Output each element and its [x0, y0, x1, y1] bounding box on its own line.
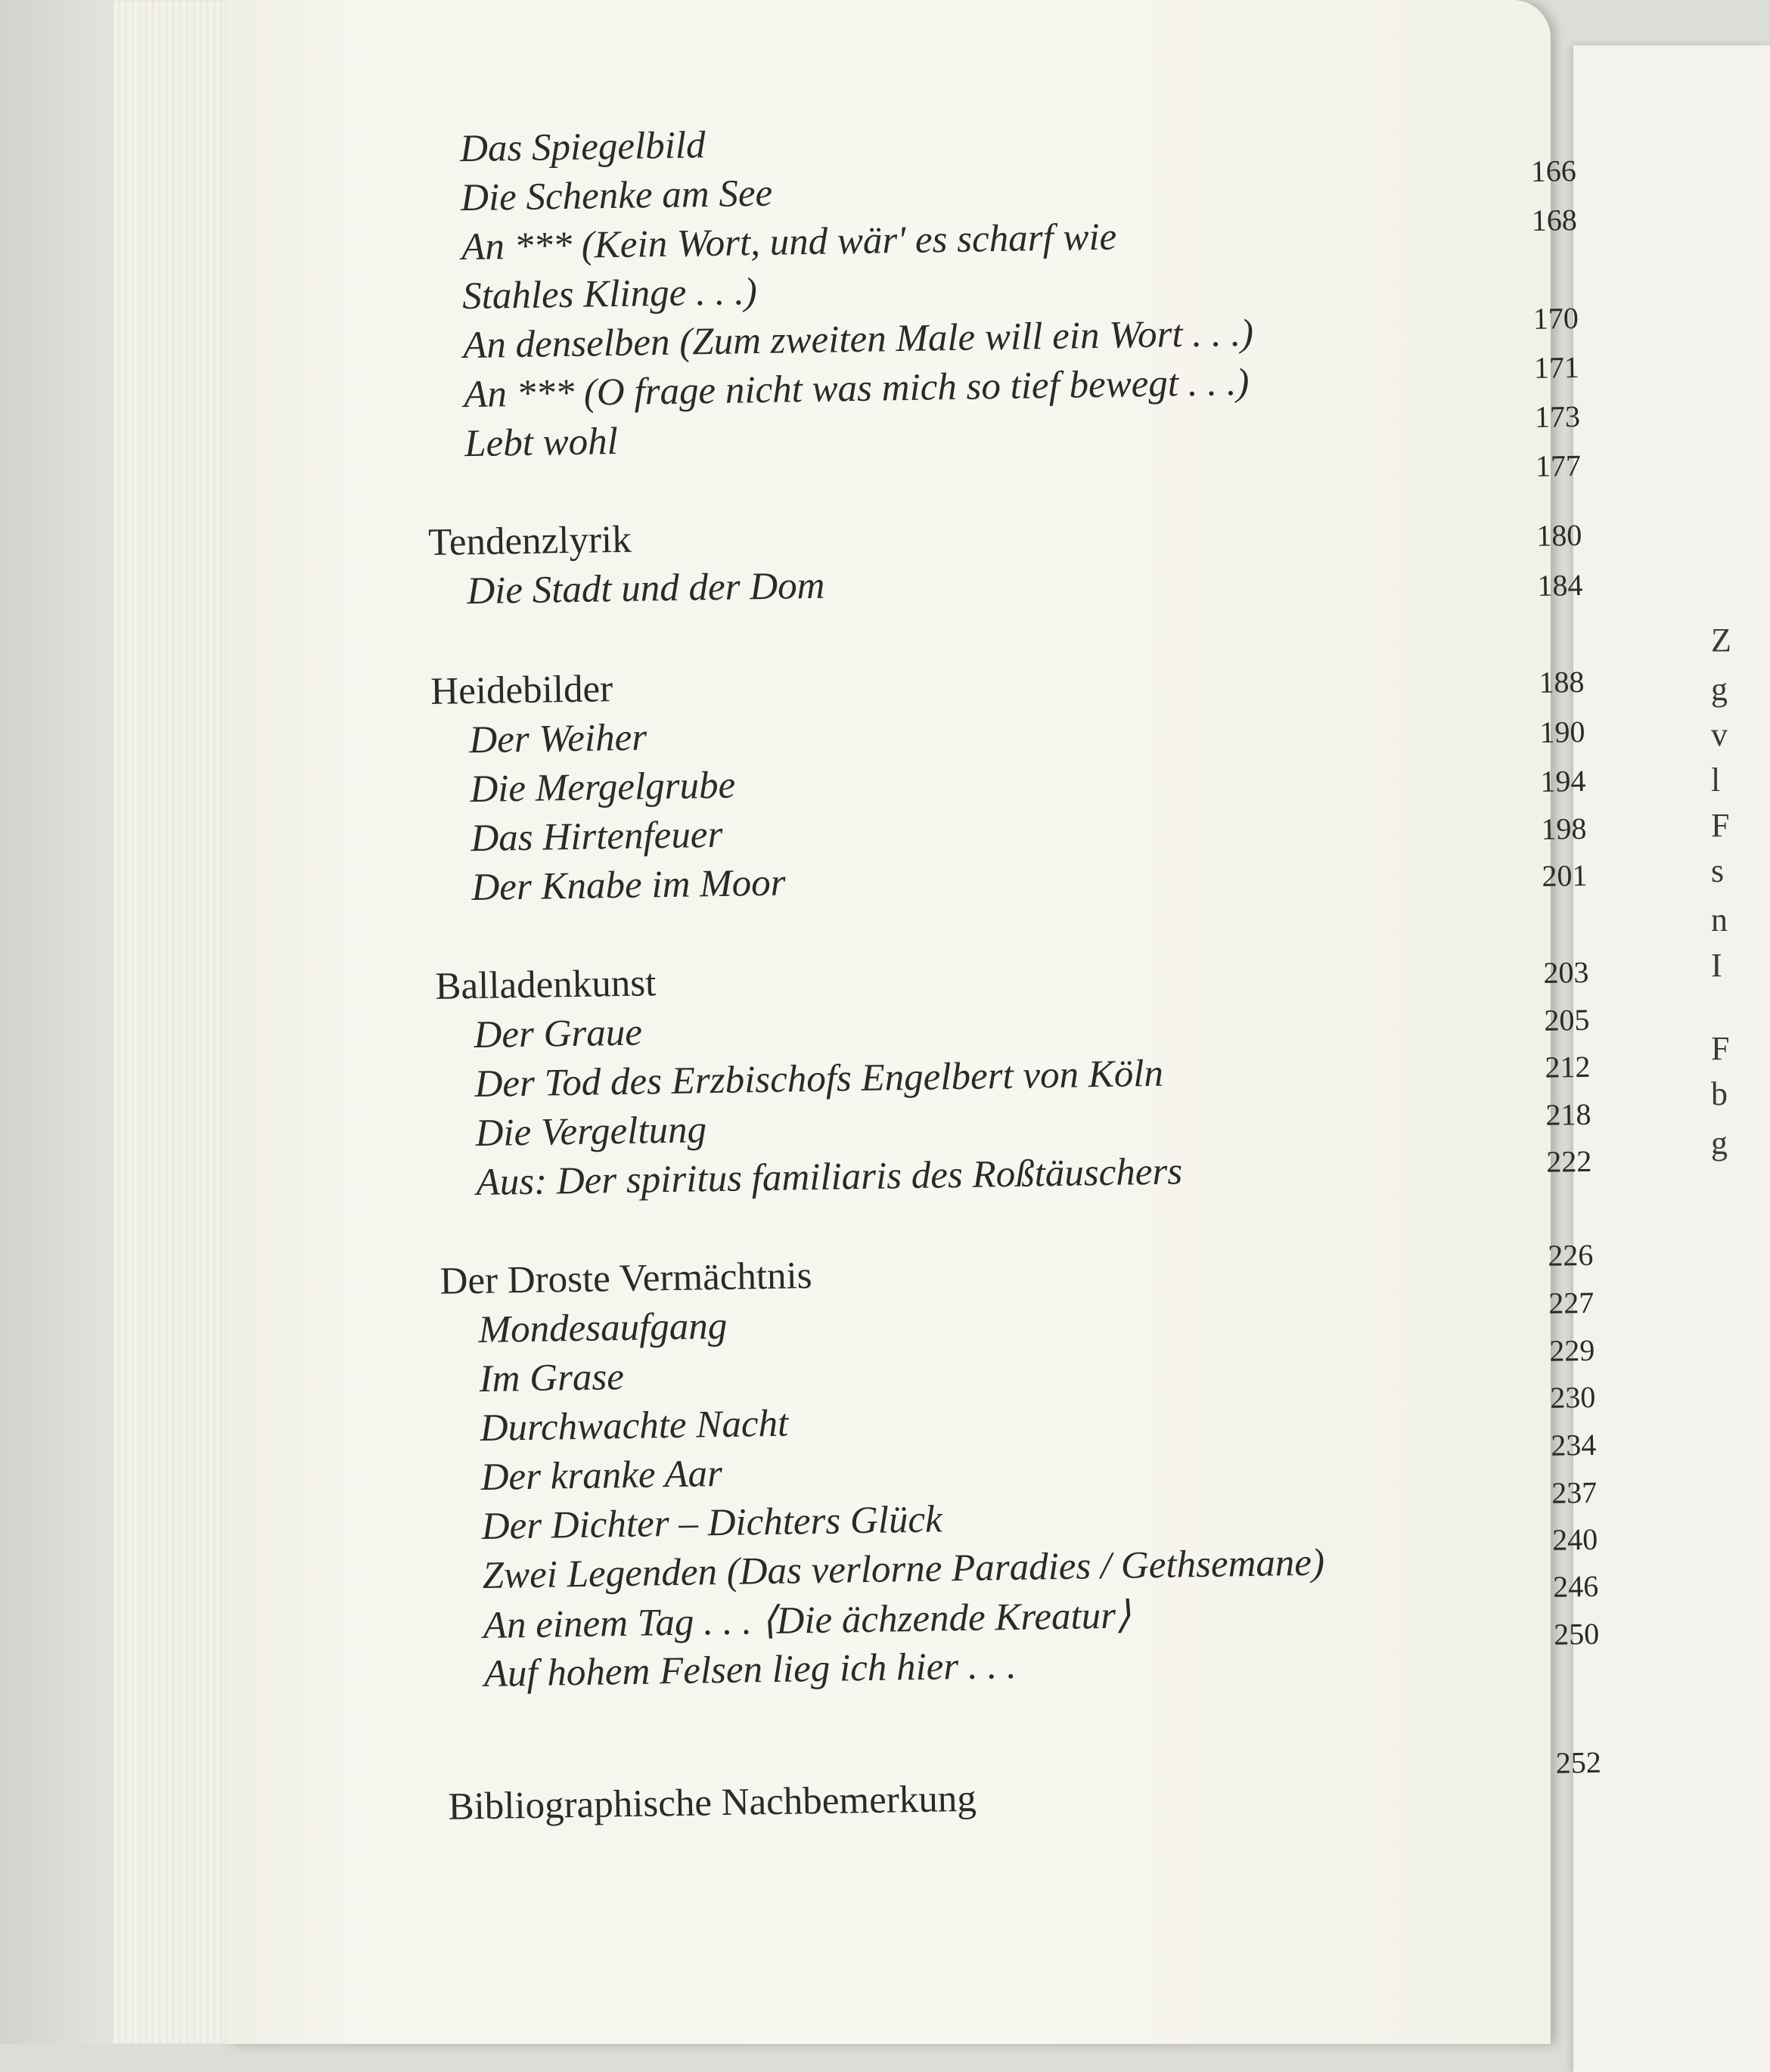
toc-entry-title: Die Mergelgrube	[469, 764, 736, 811]
toc-entry-title: Die Vergeltung	[475, 1109, 707, 1155]
facing-page-letter: g	[1711, 1124, 1728, 1162]
toc-entry-title: Der Dichter – Dichters Glück	[481, 1498, 943, 1548]
facing-page-letter: s	[1711, 852, 1725, 889]
toc-page-number: 205	[1544, 1002, 1590, 1038]
facing-page-letter: F	[1711, 1030, 1730, 1067]
toc-entry-title: Aus: Der spiritus familiaris des Roßtäuschers	[476, 1150, 1183, 1205]
toc-page-number: 237	[1551, 1475, 1598, 1510]
toc-page-number: 188	[1539, 664, 1585, 699]
facing-page-letter: n	[1711, 901, 1728, 938]
toc-page-number: 246	[1552, 1568, 1599, 1604]
table-of-contents	[227, 0, 1602, 2044]
toc-entry-title: An denselben (Zum zweiten Male will ein Wort . . .)	[462, 312, 1254, 368]
toc-section-title: Heidebilder	[430, 668, 613, 713]
toc-entry-title: Die Stadt und der Dom	[466, 564, 825, 613]
toc-page-number: 240	[1551, 1521, 1598, 1557]
toc-entry-title: Lebt wohl	[464, 420, 619, 466]
toc-entry-title: An *** (Kein Wort, und wär' es scharf wie	[461, 216, 1117, 269]
toc-entry-title: Das Hirtenfeuer	[470, 813, 723, 861]
toc-entry-title: An einem Tag . . . ⟨Die ächzende Kreatur⟩	[483, 1594, 1132, 1647]
toc-entry-title: Auf hohem Felsen lieg ich hier . . .	[483, 1644, 1017, 1695]
toc-entry-title: Zwei Legenden (Das verlorne Paradies / Gethsemane)	[482, 1541, 1325, 1597]
toc-page-number: 218	[1545, 1096, 1591, 1132]
toc-page-number: 198	[1541, 811, 1587, 846]
facing-page-letter: Z	[1711, 622, 1731, 659]
toc-page-number: 173	[1534, 399, 1581, 434]
facing-page-letter: g	[1711, 671, 1728, 708]
toc-page-number: 166	[1530, 154, 1577, 188]
toc-page-number: 250	[1553, 1616, 1600, 1652]
toc-page-number: 229	[1548, 1332, 1595, 1368]
toc-section-title: Balladenkunst	[435, 962, 657, 1008]
toc-page-number: 171	[1533, 349, 1580, 385]
toc-page-number: 252	[1555, 1745, 1602, 1780]
toc-entry-title: Durchwachte Nacht	[480, 1402, 789, 1450]
toc-page-number: 177	[1535, 448, 1582, 483]
toc-page-number: 201	[1542, 858, 1588, 893]
facing-page	[1573, 45, 1770, 2072]
facing-page-letter: b	[1711, 1075, 1728, 1112]
toc-page-number: 168	[1531, 203, 1578, 237]
page-edges	[113, 0, 242, 2044]
toc-entry-title: Mondesaufgang	[478, 1304, 728, 1351]
toc-page-number: 222	[1545, 1143, 1592, 1179]
toc-section-title: Bibliographische Nachbemerkung	[448, 1777, 977, 1829]
toc-entry-title: Der Tod des Erzbischofs Engelbert von Köln	[474, 1052, 1164, 1106]
toc-section-title: Tendenzlyrik	[427, 518, 632, 564]
toc-page-number: 184	[1537, 567, 1583, 603]
toc-page-number: 227	[1548, 1285, 1595, 1320]
toc-entry-title: Der Knabe im Moor	[471, 861, 786, 910]
toc-page-number: 203	[1543, 954, 1589, 990]
toc-page-number: 194	[1540, 763, 1586, 799]
toc-entry-title: Im Grase	[479, 1355, 625, 1400]
facing-page-letter: F	[1711, 807, 1730, 844]
toc-entry-title: Stahles Klinge . . .)	[461, 271, 758, 318]
toc-page-number: 170	[1532, 300, 1579, 336]
toc-entry-title: An *** (O frage nicht was mich so tief bewegt . . .)	[463, 361, 1250, 417]
toc-page-number: 226	[1547, 1237, 1594, 1273]
toc-page-number: 234	[1550, 1427, 1597, 1462]
toc-section-title: Der Droste Vermächtnis	[439, 1255, 812, 1303]
toc-page-number: 230	[1549, 1379, 1596, 1415]
facing-page-letter: v	[1711, 716, 1728, 753]
toc-entry-title: Der Weiher	[468, 716, 647, 762]
toc-page-number: 190	[1539, 714, 1585, 749]
toc-page-number: 180	[1536, 517, 1582, 553]
toc-entry-title: Der kranke Aar	[480, 1452, 723, 1499]
toc-page-number: 212	[1545, 1049, 1591, 1084]
toc-entry-title: Das Spiegelbild	[459, 124, 706, 171]
facing-page-letter: l	[1711, 761, 1721, 799]
toc-entry-title: Die Schenke am See	[460, 172, 773, 220]
toc-entry-title: Der Graue	[474, 1011, 643, 1057]
facing-page-letter: I	[1711, 947, 1722, 984]
